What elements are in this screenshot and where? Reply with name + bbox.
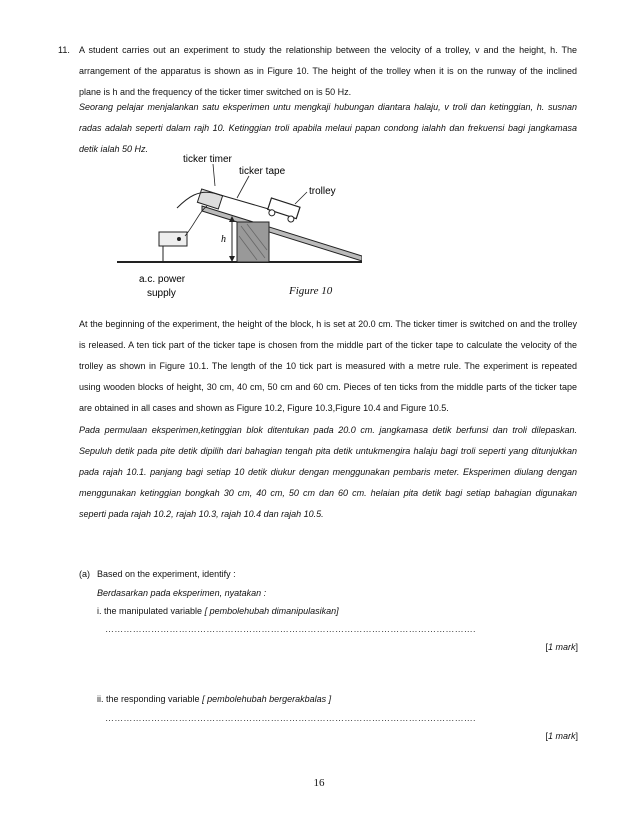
- ticker-tape: [177, 192, 272, 210]
- part-a-label: (a): [79, 569, 90, 579]
- procedure-english: At the beginning of the experiment, the height of the block, h is set at 20.0 cm. The ticker timer is switched on and the trolley is released. A ten tick part of the ticker tape is chosen from the middle part of the ticker tape to calculate the velocity of the trolley as shown in Figure 10.1. The length of the 10 tick part is measured with a metre rule. The experiment is repeated using wooden blocks of height, 30 cm, 40 cm, 50 cm and 60 cm. Pieces of ten ticks from the middle parts of the ticker tape are obtained in all cases and shown as Figure 10.2, Figure 10.3,Figure 10.4 and Figure 10.5.: [79, 319, 577, 413]
- item-i-malay: [ pembolehubah dimanipulasikan]: [204, 606, 339, 616]
- figure-caption: Figure 10: [289, 285, 333, 297]
- trolley: [266, 198, 300, 223]
- item-ii-english: ii. the responding variable: [97, 694, 200, 704]
- label-power-line1: a.c. power: [139, 274, 186, 285]
- mark-2: [1 mark]: [545, 731, 578, 741]
- question-intro-english: A student carries out an experiment to study the relationship between the velocity of a trolley, v and the height, h. The arrangement of the apparatus is shown as in Figure 10. The height of the trolley when it is on the runway of the inclined plane is h and the frequency of the ticker timer switched on is 50 Hz.: [79, 45, 577, 97]
- item-ii: [97, 694, 331, 704]
- label-ticker-tape: ticker tape: [239, 166, 286, 177]
- label-power-line2: supply: [147, 288, 176, 299]
- height-label: h: [221, 234, 226, 245]
- answer-line-2[interactable]: ………………………………………………………………………………………………………….: [105, 713, 476, 723]
- apparatus-figure: [117, 150, 362, 302]
- answer-line-1[interactable]: ………………………………………………………………………………………………………….: [105, 624, 476, 634]
- power-supply: [159, 232, 187, 246]
- question-intro-malay: Seorang pelajar menjalankan satu eksperimen untu mengkaji hubungan diantara halaju, v troli dan ketinggian, h. susnan radas adalah seperti dalam rajh 10. Ketinggian troli apabila melaui papan condong ialahh dan frekuensi bagi jangkamasa detik ialah 50 Hz.: [79, 102, 577, 154]
- part-a-intro-english: Based on the experiment, identify :: [97, 569, 236, 579]
- part-a-intro-malay: Berdasarkan pada eksperimen, nyatakan :: [97, 588, 267, 598]
- item-i: [97, 606, 339, 616]
- label-ticker-timer: ticker timer: [183, 154, 232, 165]
- mark-1: [1 mark]: [545, 642, 578, 652]
- page-number: 16: [313, 777, 325, 789]
- mark-2-text: 1 mark: [547, 731, 576, 741]
- item-i-english: i. the manipulated variable: [97, 606, 203, 616]
- label-trolley: trolley: [309, 186, 336, 197]
- procedure-malay: Pada permulaan eksperimen,ketinggian blok ditentukan pada 20.0 cm. jangkamasa detik berfunsi dan troli dilepaskan. Sepuluh detik pada pite detik dipilih dari bahagian tengah pita detik untukmengira halaju bagi troli seperti yang ditunjukkan pada rajah 10.1. panjang bagi setiap 10 detik diukur dengan menggunakan pembaris meter. Eksperimen diulang dengan menggunakan ketinggian bongkah 30 cm, 40 cm, 50 cm dan 60 cm. helaian pita detik bagi setiap bahagian digunakan seperti pada rajah 10.2, rajah 10.3, rajah 10.4 dan rajah 10.5.: [79, 425, 577, 519]
- question-number: 11.: [58, 45, 70, 55]
- mark-1-text: 1 mark: [547, 642, 576, 652]
- item-ii-malay: [ pembolehubah bergerakbalas ]: [202, 694, 332, 704]
